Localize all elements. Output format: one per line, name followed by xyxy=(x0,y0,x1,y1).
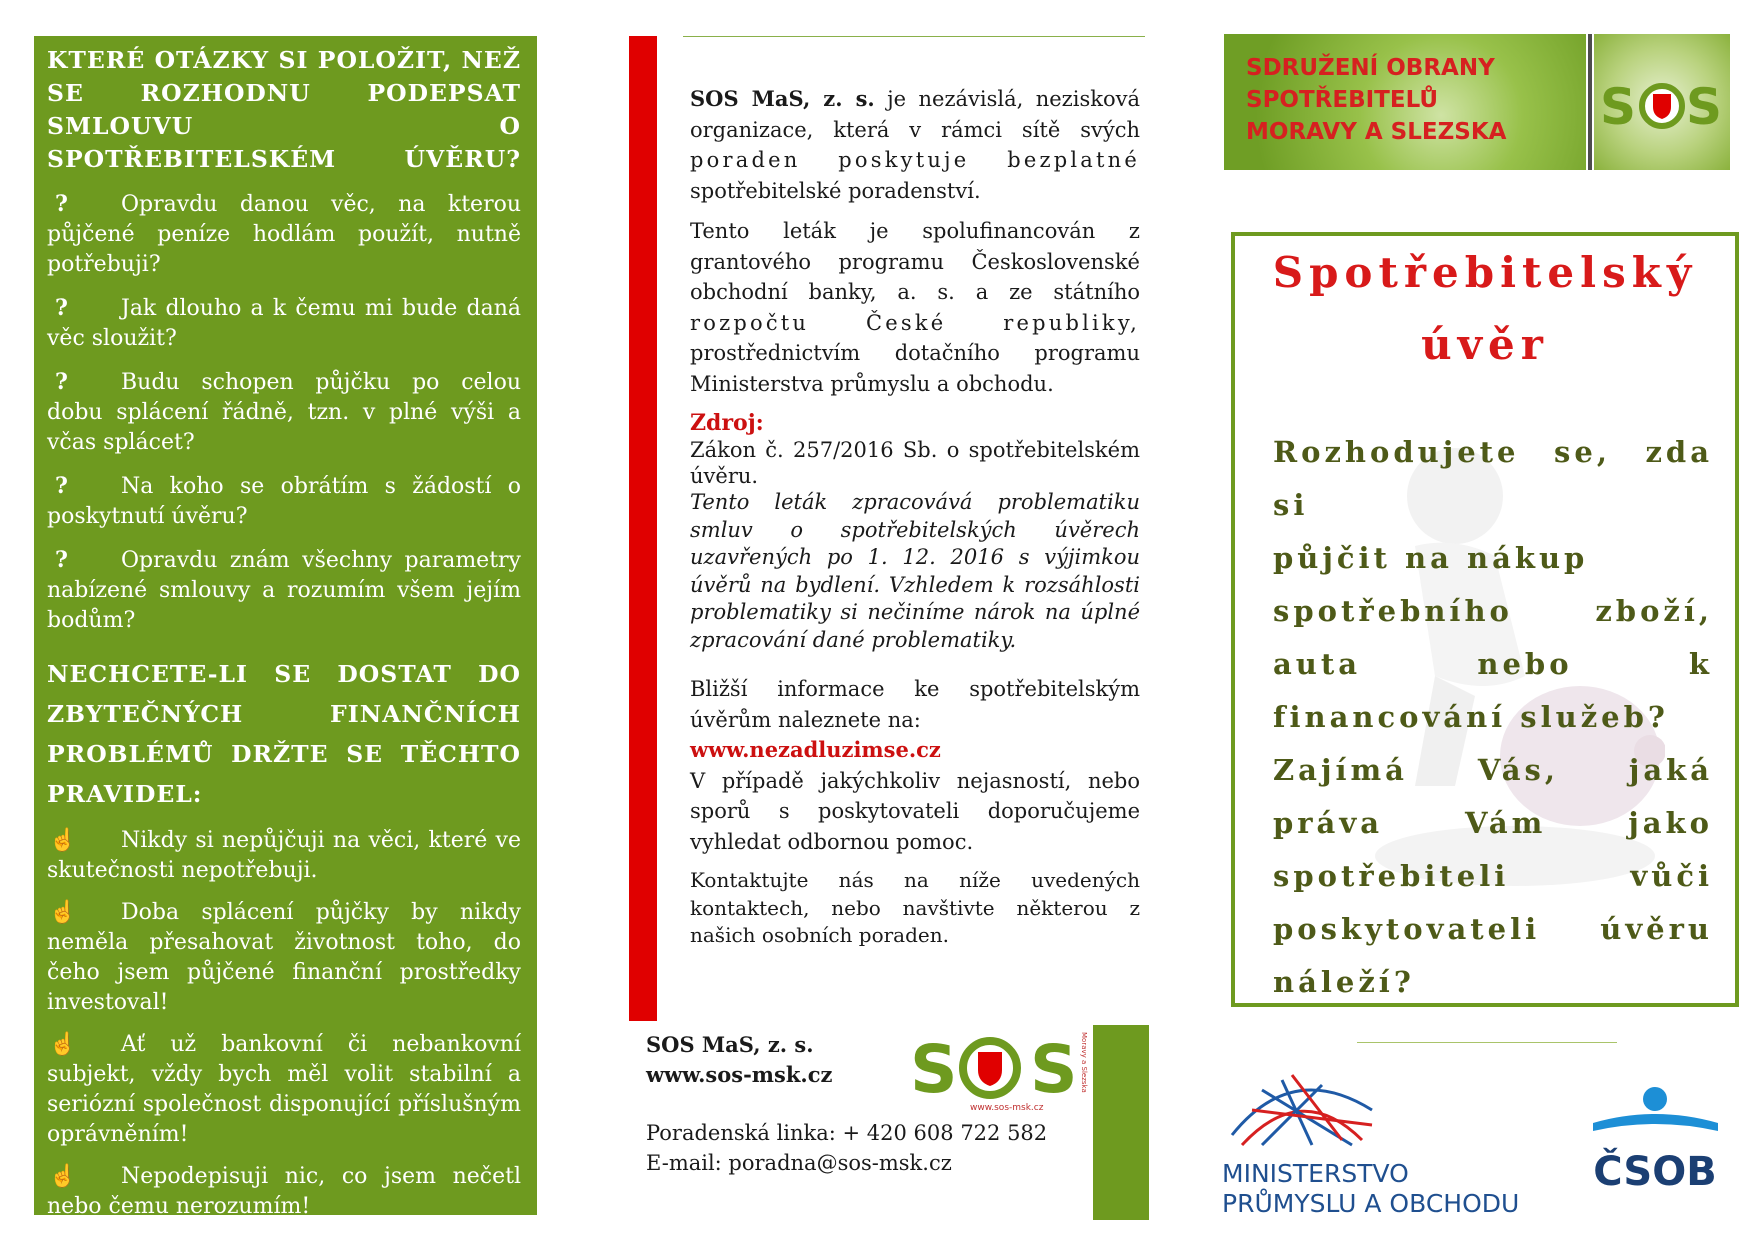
rule-item: ☝ Nikdy si nepůjčuji na věci, které ve skutečnosti nepotřebuji. xyxy=(47,828,521,883)
question-mark-icon: ? xyxy=(55,295,68,321)
csob-circle-icon xyxy=(1643,1087,1667,1111)
banner-line: MORAVY A SLEZSKA xyxy=(1246,119,1507,145)
question-item: ? Opravdu znám všechny parametry nabízené smlouvy a rozumím všem jejím bodům? xyxy=(47,547,521,633)
banner-logo xyxy=(1594,34,1730,170)
question-item: ? Budu schopen půjčku po celou dobu splácení řádně, tzn. v plné výši a včas splácet? xyxy=(47,369,521,455)
cover-lead: Rozhodujete se, zda si půjčit na nákup spotřebního zboží, auta nebo k financování služeb? Zajímá Vás, jaká práva Vám jako spotřebiteli vůči poskytovateli úvěru náleží? xyxy=(1273,435,1713,999)
sos-small-logo xyxy=(1594,34,1730,170)
banner-separator xyxy=(1588,34,1592,170)
mpo-name-line1: MINISTERSTVO xyxy=(1222,1159,1409,1188)
question-mark-icon: ? xyxy=(55,191,68,217)
question-mark-icon: ? xyxy=(55,547,68,573)
rule-item: ☝ Nepodepisuji nic, co jsem nečetl nebo čemu nerozumím! xyxy=(47,1164,521,1219)
more-info-text: Bližší informace ke spotřebitelským úvěrům naleznete na: xyxy=(690,677,1140,732)
csob-text: ČSOB xyxy=(1593,1149,1717,1195)
svg-text:S: S xyxy=(1686,78,1723,136)
pointing-hand-icon: ☝ xyxy=(49,828,77,853)
org-description: SOS MaS, z. s. je nezávislá, nezisková organizace, která v rámci sítě svých poraden poskytuje bezplatné spotřebitelské poradenství. xyxy=(690,86,1140,203)
contact-name: SOS MaS, z. s. xyxy=(646,1032,814,1057)
cover-title-line1: Spotřebitelský xyxy=(1272,248,1698,297)
org-name: SOS MaS, z. s. xyxy=(690,86,875,111)
info-link[interactable]: www.nezadluzimse.cz xyxy=(690,737,941,762)
scope-note: Tento leták zpracovává problematiku smluv o spotřebitelských úvěrech uzavřených po 1. 12. 2016 s výjimkou úvěrů na bydlení. Vzhledem k rozsáhlosti problematiky si nečiníme nárok na úplné zpracování dané problematiky. xyxy=(690,490,1140,652)
green-accent-bar xyxy=(1093,1025,1149,1220)
sos-logo-letter-s1: S xyxy=(910,1031,958,1108)
question-mark-icon: ? xyxy=(55,473,68,499)
source-label: Zdroj: xyxy=(690,410,764,436)
contact-note: Kontaktujte nás na níže uvedených kontaktech, nebo navštivte některou z našich osobních poraden. xyxy=(690,868,1140,947)
question-item: ? Opravdu danou věc, na kterou půjčené peníze hodlám použít, nutně potřebuji? xyxy=(47,191,521,277)
question-item: ? Na koho se obrátím s žádostí o poskytnutí úvěru? xyxy=(47,473,521,529)
banner-line: SDRUŽENÍ OBRANY xyxy=(1246,55,1495,81)
sos-logo xyxy=(910,1028,1088,1113)
rule-item: ☝ Ať už bankovní či nebankovní subjekt, vždy bych měl volit stabilní a seriózní společnost disponující příslušným oprávněním! xyxy=(47,1032,521,1147)
question-item: ? Jak dlouho a k čemu mi bude daná věc sloužit? xyxy=(47,295,521,351)
csob-wave-icon xyxy=(1593,1114,1718,1131)
contact-email: E-mail: poradna@sos-msk.cz xyxy=(646,1151,952,1175)
pointing-hand-icon: ☝ xyxy=(49,1164,77,1189)
globe-icon xyxy=(1232,1075,1372,1145)
info-column xyxy=(690,84,1140,960)
red-accent-bar xyxy=(629,36,657,1021)
bottom-divider xyxy=(1357,1042,1617,1043)
funding-note: Tento leták je spolufinancován z grantového programu Československé obchodní banky, a. s. a ze státního rozpočtu České republiky, prostřednictvím dotačního programu Ministerstva průmyslu a obchodu. xyxy=(690,219,1140,396)
top-divider xyxy=(683,36,1145,37)
sos-logo-url: www.sos-msk.cz xyxy=(970,1103,1044,1113)
org-banner xyxy=(1224,34,1586,170)
csob-logo xyxy=(1593,1085,1718,1205)
rule-item: ☝ Doba splácení půjčky by nikdy neměla přesahovat životnost toho, do čeho jsem půjčené finanční prostředky investoval! xyxy=(47,900,521,1015)
cover-box xyxy=(1231,232,1739,1007)
contact-phone: Poradenská linka: + 420 608 722 582 xyxy=(646,1121,1048,1145)
rules-heading: NECHCETE-LI SE DOSTAT DO ZBYTEČNÝCH FINANČNÍCH PROBLÉMŮ DRŽTE SE TĚCHTO PRAVIDEL: xyxy=(47,660,521,808)
questions-heading: KTERÉ OTÁZKY SI POLOŽIT, NEŽ SE ROZHODNU PODEPSAT SMLOUVU O SPOTŘEBITELSKÉM ÚVĚRU? xyxy=(47,46,521,173)
source-text: Zákon č. 257/2016 Sb. o spotřebitelském úvěru. xyxy=(690,438,1140,488)
pointing-hand-icon: ☝ xyxy=(49,900,77,925)
banner-line: SPOTŘEBITELŮ xyxy=(1246,87,1439,113)
svg-text:S: S xyxy=(1600,78,1637,136)
sos-logo-side: Moravy a Slezska xyxy=(1080,1032,1088,1093)
contact-web[interactable]: www.sos-msk.cz xyxy=(646,1062,833,1087)
cover-title-line2: úvěr xyxy=(1421,320,1549,369)
sos-logo-letter-s2: S xyxy=(1030,1031,1078,1108)
pointing-hand-icon: ☝ xyxy=(49,1032,77,1057)
questions-panel xyxy=(34,36,537,1219)
question-mark-icon: ? xyxy=(55,369,68,395)
mpo-logo xyxy=(1222,1070,1522,1220)
mpo-name-line2: PRŮMYSLU A OBCHODU xyxy=(1222,1189,1520,1218)
advice-text: V případě jakýchkoliv nejasností, nebo sporů s poskytovateli doporučujeme vyhledat odbornou pomoc. xyxy=(690,768,1140,854)
